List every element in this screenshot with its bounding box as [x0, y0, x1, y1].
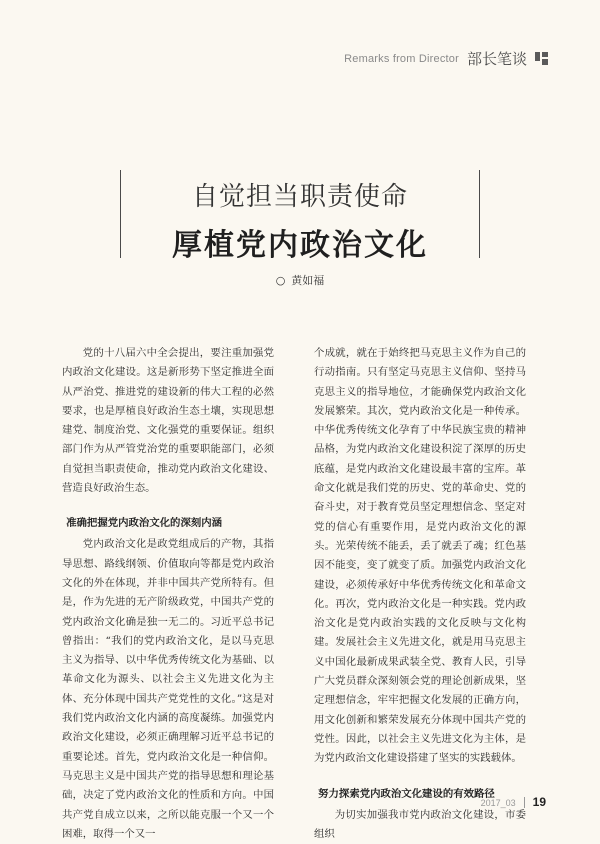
article-title-block — [120, 164, 480, 262]
section-heading-1: 准确把握党内政治文化的深刻内涵 — [66, 517, 223, 530]
section-label-cn: 部长笔谈 — [466, 50, 527, 68]
article-title-line1: 自觉担当职责使命 — [191, 182, 408, 212]
body-paragraph-2: 为切实加强我市党内政治文化建设，市委组织 — [314, 808, 526, 840]
left-column — [62, 344, 274, 844]
right-column — [314, 344, 526, 844]
page-footer — [481, 795, 546, 809]
footer-divider — [524, 797, 525, 808]
section-header — [344, 48, 548, 69]
intro-paragraph: 党的十八届六中全会提出，要注重加强党内政治文化建设。这是新形势下坚定推进全面从严治党、推进党的建设新的伟大工程的必然要求，也是厚植良好政治生态土壤，实现思想建党、制度治党、文化强党的重要保证。组织部门作为从严管党治党的重要职能部门，必须自觉担当职责使命，推动党内政治文化建设、营造良好政治生态。 — [62, 347, 274, 495]
author-name: 黄如福 — [291, 274, 325, 287]
section-label-en: Remarks from Director — [344, 52, 459, 65]
author-circle-icon: ○ — [275, 274, 286, 287]
body-paragraph-1: 党内政治文化是政党组成后的产物，其指导思想、路线纲领、价值取向等都是党内政治文化的外在体现，并非中国共产党所特有。但是，作为先进的无产阶级政党，中国共产党的党内政治文化确是独一无二的。习近平总书记曾指出：“我们的党内政治文化，是以马克思主义为指导、以中华优秀传统文化为基础、以革命文化为源头、以社会主义先进文化为主体、充分体现中国共产党党性的文化。”这是对我们党内政治文化内涵的高度凝练。加强党内政治文化建设，必须正确理解习近平总书记的重要论述。首先，党内政治文化是一种信仰。马克思主义是中国共产党的指导思想和理论基础，决定了党内政治文化的性质和方向。中国共产党自成立以来，之所以能克服一个又一个困难，取得一个又一 — [62, 538, 274, 840]
body-paragraph-continued: 个成就，就在于始终把马克思主义作为自己的行动指南。只有坚定马克思主义信仰、坚持马克思主义的指导地位，才能确保党内政治文化发展繁荣。其次，党内政治文化是一种传承。中华优秀传统文化孕育了中华民族宝贵的精神品格，为党内政治文化建设积淀了深厚的历史底蕴，是党内政治文化建设最丰富的宝库。革命文化就是我们党的历史、党的革命史、党的奋斗史，对于教育党员坚定理想信念、坚定对党的信心有重要作用，是党内政治文化的源头。光荣传统不能丢，丢了就丢了魂；红色基因不能变，变了就变了质。加强党内政治文化建设，必须传承好中华优秀传统文化和革命文化。再次，党内政治文化是一种实践。党内政治文化是党内政治实践的文化反映与文化构建。发展社会主义先进文化，就是用马克思主义中国化最新成果武装全党、教育人民，引导广大党员群众深刻领会党的理论创新成果，坚定理想信念，牢牢把握文化发展的正确方向，用文化创新和繁荣发展充分体现中国共产党的党性。因此，以社会主义先进文化为主体，是为党内政治文化建设搭建了坚实的实践载体。 — [314, 347, 526, 765]
author-byline — [0, 272, 600, 288]
page-number: 19 — [532, 795, 546, 809]
article-title-line2: 厚植党内政治文化 — [172, 228, 428, 263]
issue-date: 2017_03 — [480, 798, 516, 808]
section-mark-icon — [535, 52, 548, 65]
section-heading-2: 努力探索党内政治文化建设的有效路径 — [318, 787, 495, 800]
